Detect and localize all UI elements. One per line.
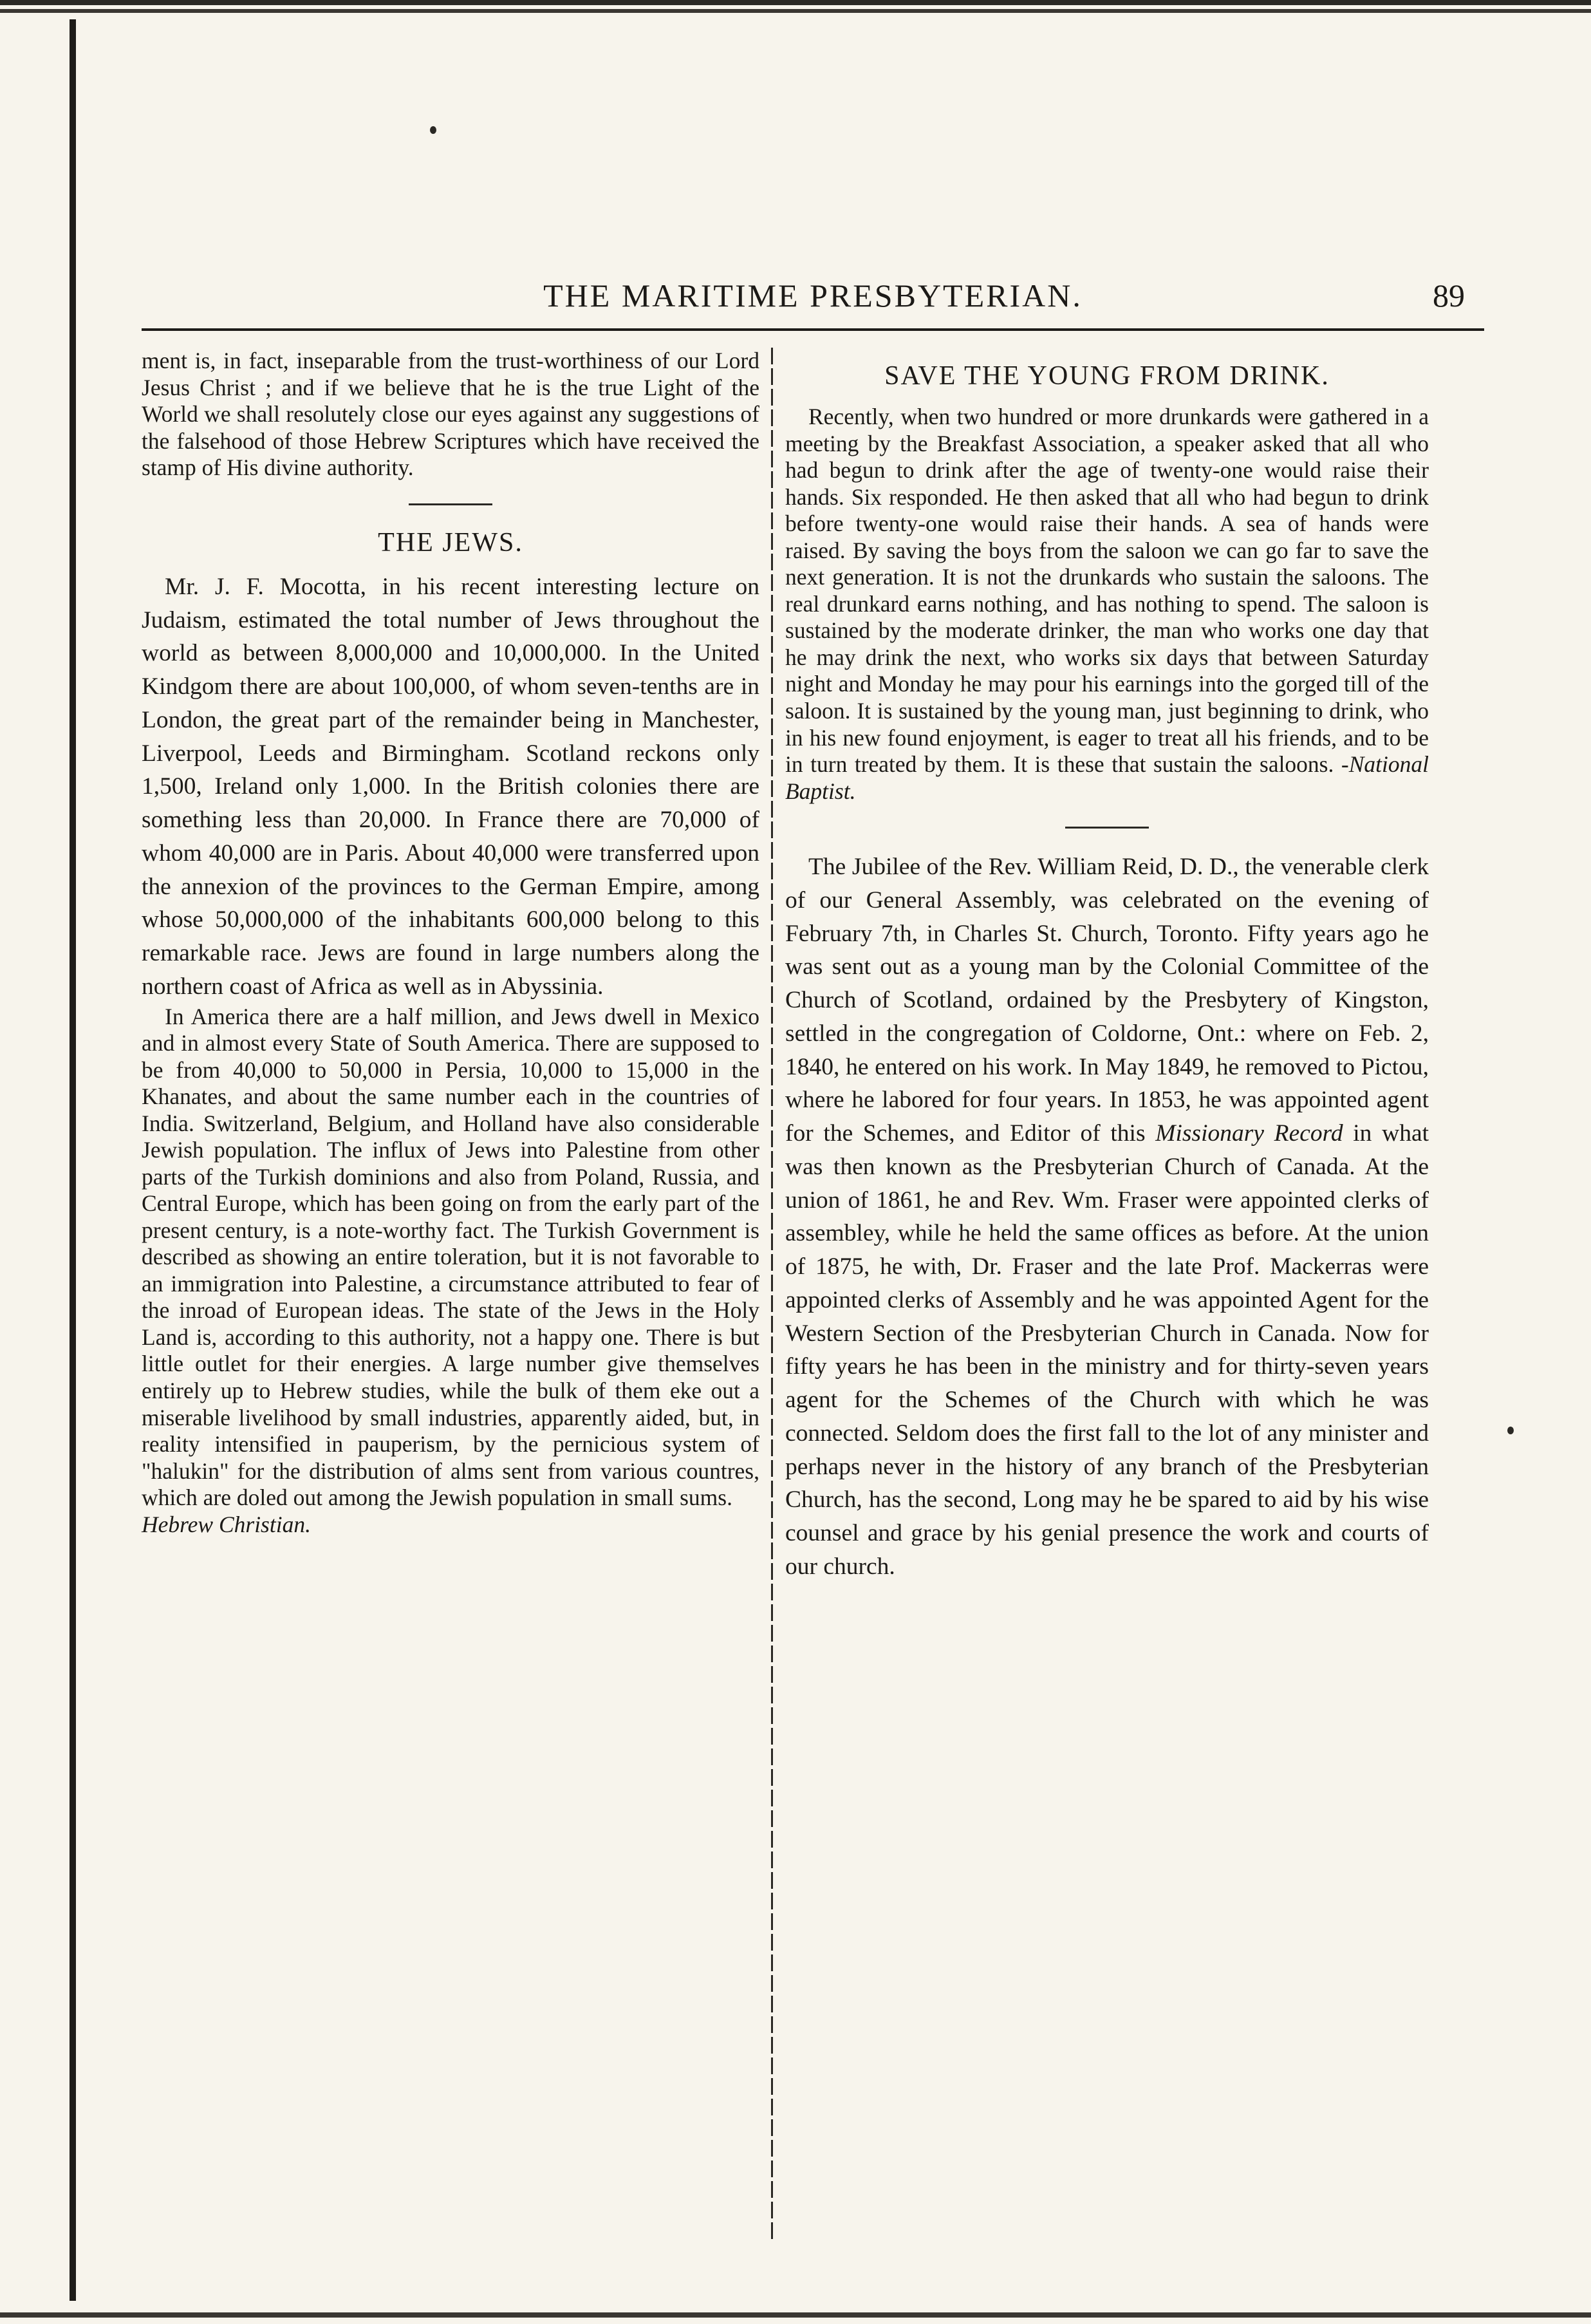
jews-paragraph-1: Mr. J. F. Mocotta, in his recent interesting lecture on Judaism, estimated the total number of Jews throughout the world as between 8,000,000 and 10,000,000. In the United Kindgom there are about 100,000, of whom seven-tenths are in London, the great part of the remainder being in Manchester, Liverpool, Leeds and Birmingham. Scotland reckons only 1,500, Ireland only 1,000. In the British colonies there are something less than 20,000. In France there are 70,000 of whom 40,000 are in Paris. About 40,000 were transferred upon the annexion of the provinces to the German Empire, among whose 50,000,000 of the inhabitants 600,000 belong to this remarkable race. Jews are found in large numbers along the northern coast of Africa as well as in Abyssinia. — [142, 573, 759, 1000]
jews-source: Hebrew Christian. — [142, 1511, 311, 1537]
journal-title: THE MARITIME PRESBYTERIAN. — [543, 277, 1083, 314]
jubilee-text: The Jubilee of the Rev. William Reid, D. D., the venerable clerk of our General Assembly, was celebrated on the evening of February 7th, in Charles St. Church, Toronto. Fifty years ago he was sent out as a young man by the Colonial Committee of the Church of Scotland, ordained by the Presbytery of Kingston, settled in the congregation of Coldorne, Ont.: where on Feb. 2, 1840, he entered on his work. In May 1849, he removed to Pictou, where he labored for four years. In 1853, he was appointed agent for the Schemes, and Editor of this — [785, 854, 1429, 1147]
speck — [430, 126, 436, 134]
article-heading-jews: THE JEWS. — [378, 527, 523, 558]
continuation-paragraph: ment is, in fact, inseparable from the trust-worthiness of our Lord Jesus Christ ; and if we believe that he is the true Light of the World we shall resolutely close our eyes against any suggestions of the falsehood of those Hebrew Scriptures which have received the stamp of His divine authority. — [142, 348, 759, 481]
page — [142, 258, 1484, 2266]
section-rule — [1065, 827, 1149, 829]
column-divider — [771, 348, 773, 2240]
drink-paragraph — [785, 404, 1429, 805]
section-rule — [409, 503, 492, 505]
drink-source: -National Baptist. — [785, 751, 1429, 804]
jubilee-paragraph-1 — [785, 850, 1429, 1584]
jews-paragraph-2: In America there are a half million, and Jews dwell in Mexico and in almost every State of South America. There are supposed to be from 40,000 to 50,000 in Persia, 10,000 to 15,000 in the Khanates, and about the same number each in the countries of India. Switzerland, Belgium, and Holland have also considerable Jewish population. The influx of Jews into Palestine from other parts of the Turkish dominions and also from Poland, Russia, and Central Europe, which has been going on from the early part of the present century, is a note-worthy fact. The Turkish Government is described as showing an entire toleration, but it is not favorable to an immigration into Palestine, a circumstance attributed to fear of the inroad of European ideas. The state of the Jews in the Holy Land is, according to this authority, not a happy one. There is but little outlet for their energies. A large number give themselves entirely up to Hebrew studies, while the bulk of them eke out a miserable livelihood by small industries, apparently aided, but, in reality intensified in pauperism, by the pernicious system of "halukin" for the distribution of alms sent from various countres, which are doled out among the Jewish population in small sums. — [142, 1003, 759, 1511]
scan-edge-bottom — [0, 2301, 1591, 2324]
publication-name: Missionary Record — [1155, 1120, 1343, 1147]
article-heading-drink: SAVE THE YOUNG FROM DRINK. — [884, 361, 1330, 391]
speck — [1507, 1427, 1514, 1434]
scan-edge-top — [0, 0, 1591, 24]
jubilee-text-cont: in what was then known as the Presbyterian Church of Canada. At the union of 1861, he and Rev. Wm. Fraser were appointed clerks of assembley, while he held the same offices as before. At the union of 1875, he with, Dr. Fraser and the late Prof. Mackerras were appointed clerks of Assembly and he was appointed Agent for the Western Section of the Presbyterian Church in Canada. Now for fifty years he has been in the ministry and for thirty-seven years agent for the Schemes of the Church with which he was connected. Seldom does the first fall to the lot of any minister and perhaps never in the history of any branch of the Presbyterian Church, has the second, Long may he be spared to aid by his wise counsel and grace by his genial presence the work and courts of our church. — [785, 1120, 1429, 1580]
right-column — [785, 354, 1429, 1584]
running-header — [142, 277, 1484, 328]
header-rule — [142, 328, 1484, 331]
drink-text: Recently, when two hundred or more drunkards were gathered in a meeting by the Breakfast Association, a speaker asked that all who had begun to drink after the age of twenty-one would raise their hands. Six responded. He then asked that all who had begun to drink before twenty-one would raise their hands. A sea of hands were raised. By saving the boys from the saloon we can go far to save the next generation. It is not the drunkards who sustain the saloons. The real drunkard earns nothing, and has nothing to spend. The saloon is sustained by the moderate drinker, the man who works one day that he may drink the next, who works six days that between Saturday night and Monday he may pour his earnings into the gorged till of the saloon. It is sustained by the young man, just beginning to drink, who in his new found enjoyment, is eager to treat all his friends, and to be in turn treated by them. It is these that sustain the saloons. — [785, 404, 1429, 778]
page-number: 89 — [1433, 277, 1465, 314]
binding-edge — [70, 19, 76, 2311]
left-column — [142, 348, 759, 1538]
